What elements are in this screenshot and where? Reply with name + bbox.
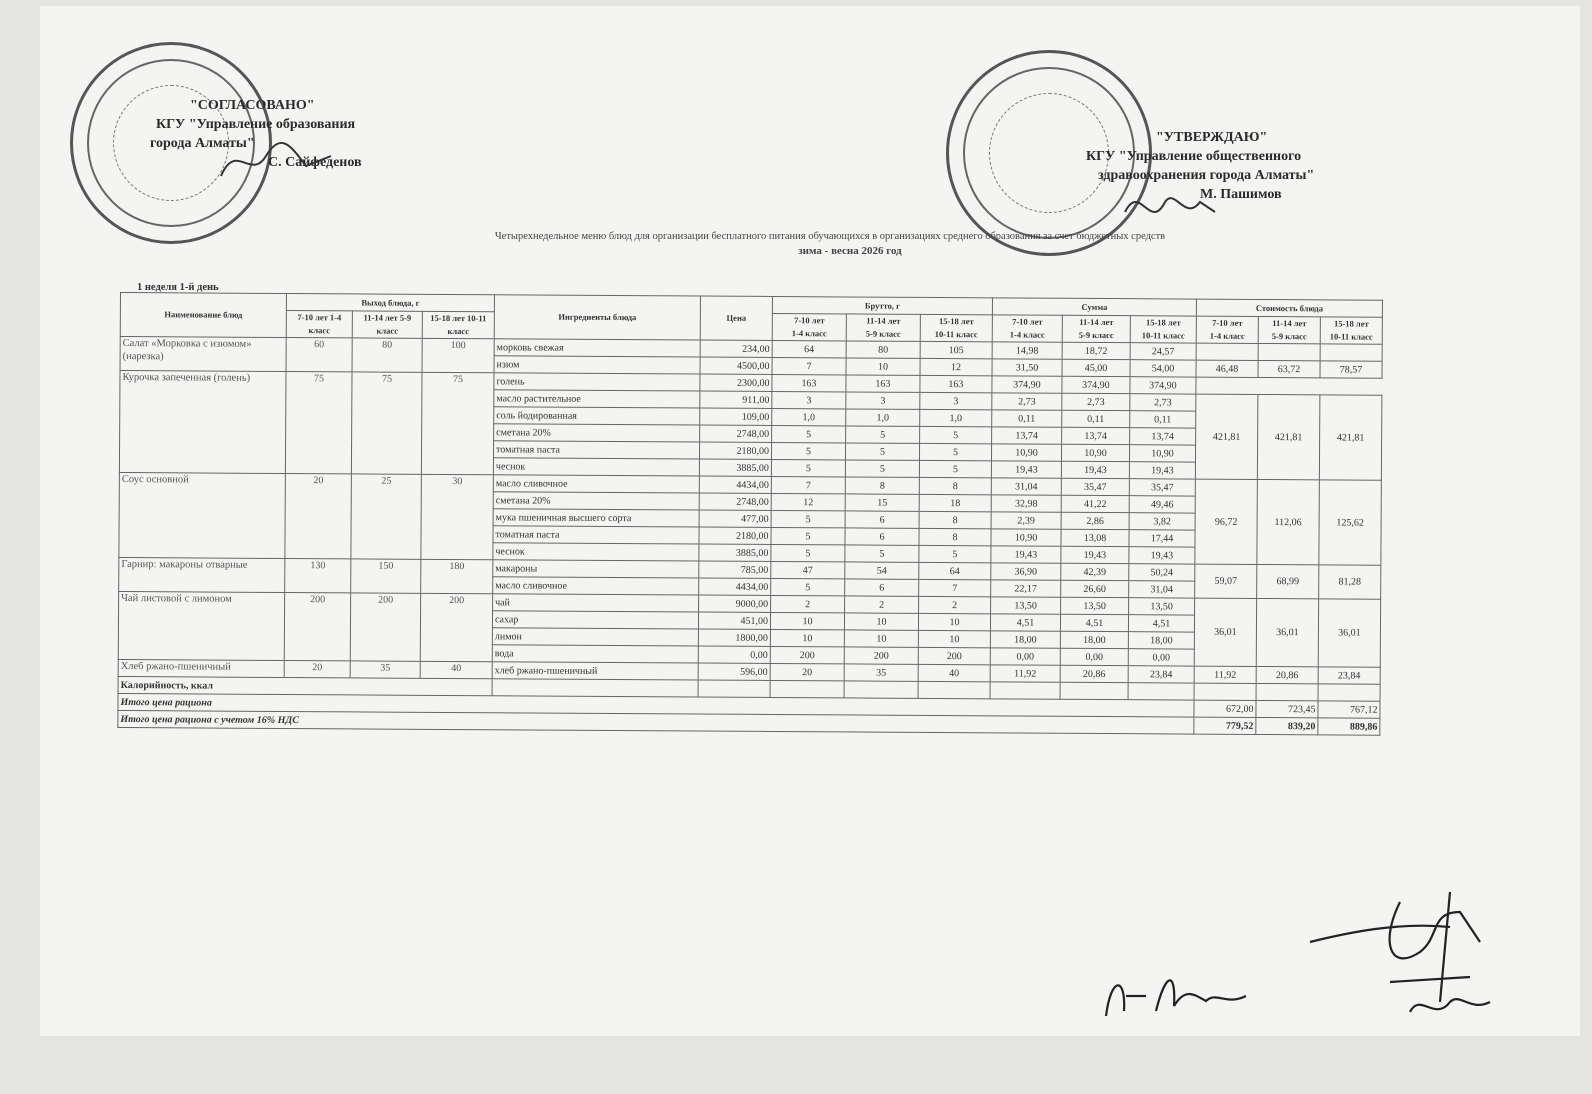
- ingredient-brutto: 47: [771, 561, 845, 578]
- ingredient-sum: 32,98: [991, 495, 1061, 512]
- dish-yield: 20: [285, 474, 352, 559]
- dish-name: Хлеб ржано-пшеничный: [118, 659, 284, 677]
- ingredient-price: 785,00: [699, 561, 771, 578]
- ingredient-brutto: 5: [771, 544, 845, 561]
- sum-group-header: Сумма: [992, 298, 1196, 316]
- ingredient-brutto: 40: [918, 664, 990, 681]
- ingredient-price: 2748,00: [699, 493, 771, 510]
- empty-cell: [1060, 682, 1128, 699]
- ingredient-brutto: 8: [919, 528, 991, 545]
- ingredient-brutto: 20: [770, 663, 844, 680]
- ingredient-brutto: 7: [772, 357, 846, 374]
- ingredient-sum: 50,24: [1129, 564, 1195, 581]
- total-value: 672,00: [1194, 700, 1256, 717]
- ingredient-name: вода: [492, 645, 698, 663]
- empty-cell: [1194, 683, 1256, 700]
- ingredient-sum: 10,90: [1129, 445, 1195, 462]
- ingredient-brutto: 3: [920, 392, 992, 409]
- ingredient-sum: 23,84: [1128, 666, 1194, 683]
- dish-cost: 421,81: [1195, 394, 1258, 479]
- ingredient-brutto: 5: [919, 443, 991, 460]
- ingredient-brutto: 5: [846, 426, 920, 443]
- ingredient-brutto: 12: [771, 493, 845, 510]
- ingredient-brutto: 5: [845, 460, 919, 477]
- ingredient-sum: 18,00: [1128, 632, 1194, 649]
- dish-yield: 20: [284, 661, 350, 678]
- ingredient-sum: 31,50: [992, 359, 1062, 376]
- approval-left-signatory: С. Сайфеденов: [268, 155, 362, 170]
- yield-group-header: Выход блюда, г: [286, 294, 494, 312]
- ingredient-brutto: 6: [845, 528, 919, 545]
- ingredient-sum: 10,90: [991, 444, 1061, 461]
- empty-cell: [698, 680, 770, 697]
- ingredient-sum: 0,00: [1128, 649, 1194, 666]
- ingredient-brutto: 5: [771, 442, 845, 459]
- document-page: [40, 6, 1580, 1036]
- ingredient-brutto: 6: [845, 511, 919, 528]
- document-title-text: Четырехнедельное меню блюд для организации бесплатного питания обучающихся в организациях среднего образования за счет бюджетных средств: [494, 231, 1166, 242]
- ingredient-sum: 0,11: [1062, 410, 1130, 427]
- ingredient-brutto: 5: [771, 459, 845, 476]
- dish-yield: 75: [421, 372, 494, 474]
- ingredient-sum: 0,11: [992, 410, 1062, 427]
- ingredient-name: макароны: [493, 560, 699, 578]
- ingredient-price: 234,00: [700, 340, 772, 357]
- ingredient-sum: 45,00: [1062, 359, 1130, 376]
- empty-cell: [492, 679, 698, 697]
- ingredient-brutto: 5: [771, 510, 845, 527]
- ingredient-price: 2300,00: [700, 374, 772, 391]
- ingredient-sum: 11,92: [990, 665, 1060, 682]
- signature-bottom-left: [1096, 966, 1266, 1026]
- dish-name-header: Наименование блюд: [120, 293, 286, 338]
- cost-age-header: 11-14 лет 5-9 класс: [1258, 316, 1320, 343]
- ingredient-sum: 374,90: [1130, 377, 1196, 394]
- cost-group-header: Стоимость блюда: [1196, 299, 1382, 317]
- ingredient-sum: 4,51: [1128, 615, 1194, 632]
- total-value: 767,12: [1318, 701, 1380, 718]
- ingredient-sum: 374,90: [992, 376, 1062, 393]
- ingredient-sum: 13,50: [991, 597, 1061, 614]
- ingredient-sum: 26,60: [1061, 580, 1129, 597]
- ingredient-brutto: 5: [919, 545, 991, 562]
- ingredient-brutto: 8: [919, 511, 991, 528]
- dish-yield: 200: [284, 593, 350, 661]
- ingredient-sum: 54,00: [1130, 360, 1196, 377]
- ingredient-brutto: 5: [845, 443, 919, 460]
- dish-cost: 23,84: [1318, 667, 1380, 684]
- dish-yield: 75: [351, 372, 422, 474]
- ingredient-sum: 13,74: [992, 427, 1062, 444]
- dish-yield: 180: [421, 559, 493, 593]
- ingredient-sum: 17,44: [1129, 530, 1195, 547]
- ingredient-brutto: 2: [771, 595, 845, 612]
- brutto-age-header: 11-14 лет 5-9 класс: [846, 314, 920, 341]
- ingredient-brutto: 1,0: [920, 409, 992, 426]
- ingredient-brutto: 5: [771, 578, 845, 595]
- dish-name: Гарнир: макароны отварные: [119, 557, 285, 592]
- total-value: 723,45: [1256, 700, 1318, 717]
- approval-right-org-line1: КГУ "Управление общественного: [1086, 149, 1302, 164]
- ingredient-name: соль йодированная: [494, 407, 700, 425]
- ingredient-brutto: 10: [844, 613, 918, 630]
- ingredient-brutto: 5: [919, 460, 991, 477]
- ingredient-brutto: 10: [918, 630, 990, 647]
- ingredient-sum: 2,39: [991, 512, 1061, 529]
- dish-cost: 63,72: [1258, 360, 1320, 377]
- empty-cell: [770, 680, 844, 697]
- brutto-group-header: Брутто, г: [772, 296, 992, 314]
- total-vat-value: 779,52: [1194, 717, 1256, 734]
- dish-yield: 35: [350, 661, 420, 678]
- dish-cost: 421,81: [1319, 395, 1382, 480]
- empty-cell: [1318, 684, 1380, 701]
- ingredient-brutto: 200: [918, 647, 990, 664]
- total-vat-value: 889,86: [1318, 718, 1380, 735]
- ingredient-name: мука пшеничная высшего сорта: [493, 509, 699, 527]
- ingredient-price: 4434,00: [699, 578, 771, 595]
- ingredient-brutto: 7: [919, 579, 991, 596]
- approval-right-org-line2: здравоохранения города Алматы": [1098, 168, 1315, 183]
- dish-name: Чай листовой с лимоном: [118, 591, 284, 660]
- ingredient-brutto: 2: [919, 596, 991, 613]
- cost-empty-cell: [1196, 343, 1258, 360]
- empty-cell: [1128, 683, 1194, 700]
- ingredient-brutto: 1,0: [846, 409, 920, 426]
- dish-yield: 130: [285, 559, 351, 593]
- total-vat-label: Итого цена рациона с учетом 16% НДС: [118, 710, 1194, 734]
- ingredient-brutto: 10: [844, 630, 918, 647]
- dish-cost: 46,48: [1196, 360, 1258, 377]
- ingredient-brutto: 163: [772, 374, 846, 391]
- ingredient-sum: 42,39: [1061, 563, 1129, 580]
- ingredient-sum: 374,90: [1062, 376, 1130, 393]
- ingredient-sum: 19,43: [1061, 546, 1129, 563]
- ingredient-price: 2180,00: [699, 442, 771, 459]
- ingredient-sum: 13,74: [1062, 427, 1130, 444]
- ingredient-name: чеснок: [493, 458, 699, 476]
- dish-yield: 40: [420, 661, 492, 678]
- ingredient-sum: 18,00: [990, 631, 1060, 648]
- dish-cost: 112,06: [1257, 479, 1320, 564]
- ingredient-brutto: 10: [770, 629, 844, 646]
- yield-age-header: 7-10 лет 1-4 класс: [286, 311, 352, 338]
- signature-left-header: [216, 136, 336, 186]
- document-period: зима - весна 2026 год: [798, 245, 902, 257]
- dish-cost: 125,62: [1319, 480, 1382, 565]
- ingredient-brutto: 5: [771, 527, 845, 544]
- ingredient-price: 596,00: [698, 663, 770, 680]
- ingredient-sum: 19,43: [991, 461, 1061, 478]
- dish-cost: 59,07: [1195, 564, 1257, 598]
- ingredient-sum: 0,00: [1060, 648, 1128, 665]
- dish-yield: 150: [351, 559, 421, 593]
- ingredient-sum: 20,86: [1060, 665, 1128, 682]
- dish-name: Салат «Морковка с изюмом» (нарезка): [120, 337, 286, 372]
- ingredient-sum: 0,11: [1130, 411, 1196, 428]
- ingredient-brutto: 35: [844, 664, 918, 681]
- dish-yield: 200: [420, 593, 492, 661]
- ingredient-sum: 10,90: [991, 529, 1061, 546]
- ingredient-brutto: 54: [845, 562, 919, 579]
- ingredient-brutto: 10: [918, 613, 990, 630]
- dish-yield: 25: [351, 474, 422, 559]
- ingredient-brutto: 10: [846, 358, 920, 375]
- ingredients-header: Ингредиенты блюда: [494, 295, 700, 340]
- approval-left-label: "СОГЛАСОВАНО": [190, 98, 315, 113]
- ingredient-sum: 18,00: [1060, 631, 1128, 648]
- ingredient-sum: 3,82: [1129, 513, 1195, 530]
- ingredient-name: голень: [494, 373, 700, 391]
- ingredient-brutto: 64: [772, 340, 846, 357]
- ingredient-name: томатная паста: [493, 526, 699, 544]
- ingredient-sum: 49,46: [1129, 496, 1195, 513]
- ingredient-sum: 19,43: [1129, 462, 1195, 479]
- ingredient-sum: 36,90: [991, 563, 1061, 580]
- ingredient-price: 2180,00: [699, 527, 771, 544]
- dish-cost: 36,01: [1194, 598, 1256, 666]
- dish-name: Курочка запеченная (голень): [119, 371, 286, 474]
- approval-left-org-line1: КГУ "Управление образования: [156, 117, 356, 132]
- ingredient-price: 2748,00: [700, 425, 772, 442]
- dish-cost: 36,01: [1256, 598, 1318, 666]
- ingredient-brutto: 1,0: [772, 408, 846, 425]
- ingredient-price: 911,00: [700, 391, 772, 408]
- total-label: Итого цена рациона: [118, 693, 1194, 717]
- ingredient-sum: 4,51: [1060, 614, 1128, 631]
- ingredient-brutto: 7: [771, 476, 845, 493]
- ingredient-brutto: 12: [920, 358, 992, 375]
- ingredient-brutto: 5: [920, 426, 992, 443]
- ingredient-sum: 19,43: [1129, 547, 1195, 564]
- sum-age-header: 7-10 лет 1-4 класс: [992, 315, 1062, 342]
- menu-table: [117, 292, 1383, 736]
- ingredient-brutto: 8: [845, 477, 919, 494]
- ingredient-price: 9000,00: [699, 595, 771, 612]
- ingredient-name: хлеб ржано-пшеничный: [492, 662, 698, 680]
- ingredient-brutto: 10: [770, 612, 844, 629]
- ingredient-brutto: 8: [919, 477, 991, 494]
- cost-age-header: 7-10 лет 1-4 класс: [1196, 316, 1258, 343]
- approval-right-label: "УТВЕРЖДАЮ": [1156, 130, 1268, 145]
- ingredient-sum: 13,50: [1061, 597, 1129, 614]
- sum-age-header: 11-14 лет 5-9 класс: [1062, 315, 1130, 342]
- dish-cost: 20,86: [1256, 666, 1318, 683]
- signature-right-header: [1120, 182, 1220, 232]
- dish-cost: 96,72: [1195, 479, 1258, 564]
- dish-yield: 30: [421, 474, 494, 559]
- ingredient-price: 0,00: [698, 646, 770, 663]
- day-label: 1 неделя 1-й день: [137, 282, 219, 293]
- ingredient-name: масло сливочное: [493, 577, 699, 595]
- ingredient-sum: 14,98: [992, 342, 1062, 359]
- ingredient-brutto: 64: [919, 562, 991, 579]
- dish-yield: 100: [422, 338, 494, 372]
- ingredient-name: масло растительное: [494, 390, 700, 408]
- ingredient-sum: 35,47: [1061, 478, 1129, 495]
- approval-left-org-line2: города Алматы": [150, 136, 255, 151]
- dish-cost: 78,57: [1320, 361, 1382, 378]
- ingredient-price: 3885,00: [699, 544, 771, 561]
- ingredient-brutto: 18: [919, 494, 991, 511]
- document-title: [330, 230, 1330, 258]
- ingredient-brutto: 3: [772, 391, 846, 408]
- ingredient-brutto: 3: [846, 392, 920, 409]
- ingredient-name: сахар: [492, 611, 698, 629]
- ingredient-brutto: 163: [920, 375, 992, 392]
- dish-name: Соус основной: [119, 472, 286, 558]
- ingredient-name: чай: [493, 594, 699, 612]
- cost-empty-cell: [1258, 343, 1320, 360]
- dish-yield: 200: [350, 593, 420, 661]
- ingredient-price: 3885,00: [699, 459, 771, 476]
- ingredient-price: 4434,00: [699, 476, 771, 493]
- ingredient-sum: 2,73: [992, 393, 1062, 410]
- approval-right-signatory: М. Пашимов: [1200, 187, 1282, 202]
- empty-cell: [844, 681, 918, 698]
- cost-age-header: 15-18 лет 10-11 класс: [1320, 317, 1382, 344]
- signature-bottom-right: [1290, 882, 1520, 1032]
- ingredient-brutto: 6: [845, 579, 919, 596]
- ingredient-sum: 0,00: [990, 648, 1060, 665]
- ingredient-sum: 19,43: [1061, 461, 1129, 478]
- empty-cell: [1256, 683, 1318, 700]
- ingredient-name: чеснок: [493, 543, 699, 561]
- ingredient-sum: 31,04: [1129, 581, 1195, 598]
- brutto-age-header: 15-18 лет 10-11 класс: [920, 314, 992, 341]
- yield-age-header: 11-14 лет 5-9 класс: [352, 311, 422, 338]
- cost-empty-cell: [1320, 344, 1382, 361]
- ingredient-brutto: 15: [845, 494, 919, 511]
- menu-table-body: [118, 337, 1382, 736]
- ingredient-brutto: 105: [920, 341, 992, 358]
- ingredient-name: лимон: [492, 628, 698, 646]
- ingredient-name: морковь свежая: [494, 339, 700, 357]
- dish-cost: 68,99: [1257, 564, 1319, 598]
- ingredient-brutto: 163: [846, 375, 920, 392]
- dish-yield: 60: [286, 338, 352, 372]
- brutto-age-header: 7-10 лет 1-4 класс: [772, 313, 846, 340]
- ingredient-name: сметана 20%: [493, 492, 699, 510]
- ingredient-sum: 24,57: [1130, 343, 1196, 360]
- dish-yield: 75: [285, 372, 352, 474]
- ingredient-brutto: 5: [845, 545, 919, 562]
- ingredient-price: 109,00: [700, 408, 772, 425]
- empty-cell: [990, 682, 1060, 699]
- ingredient-sum: 13,08: [1061, 529, 1129, 546]
- ingredient-price: 477,00: [699, 510, 771, 527]
- ingredient-price: 1800,00: [698, 629, 770, 646]
- sum-age-header: 15-18 лет 10-11 класс: [1130, 316, 1196, 343]
- total-vat-value: 839,20: [1256, 717, 1318, 734]
- ingredient-sum: 10,90: [1061, 444, 1129, 461]
- dish-yield: 80: [352, 338, 422, 372]
- ingredient-sum: 22,17: [991, 580, 1061, 597]
- ingredient-sum: 2,86: [1061, 512, 1129, 529]
- ingredient-sum: 35,47: [1129, 479, 1195, 496]
- ingredient-sum: 2,73: [1130, 394, 1196, 411]
- ingredient-name: изюм: [494, 356, 700, 374]
- ingredient-sum: 41,22: [1061, 495, 1129, 512]
- ingredient-sum: 19,43: [991, 546, 1061, 563]
- ingredient-brutto: 5: [772, 425, 846, 442]
- dish-cost: 81,28: [1319, 565, 1381, 599]
- ingredient-sum: 13,74: [1130, 428, 1196, 445]
- ingredient-brutto: 200: [844, 647, 918, 664]
- ingredient-sum: 13,50: [1129, 598, 1195, 615]
- ingredient-name: масло сливочное: [493, 475, 699, 493]
- ingredient-sum: 31,04: [991, 478, 1061, 495]
- dish-cost: 36,01: [1318, 599, 1380, 667]
- ingredient-name: сметана 20%: [494, 424, 700, 442]
- price-header: Цена: [700, 296, 772, 340]
- ingredient-brutto: 200: [770, 646, 844, 663]
- yield-age-header: 15-18 лет 10-11 класс: [422, 311, 494, 338]
- calories-label: Калорийность, ккал: [118, 676, 492, 695]
- dish-cost: 421,81: [1257, 394, 1320, 479]
- ingredient-brutto: 80: [846, 341, 920, 358]
- ingredient-sum: 2,73: [1062, 393, 1130, 410]
- dish-cost: 11,92: [1194, 666, 1256, 683]
- ingredient-brutto: 2: [845, 596, 919, 613]
- ingredient-sum: 4,51: [990, 614, 1060, 631]
- ingredient-sum: 18,72: [1062, 342, 1130, 359]
- ingredient-price: 4500,00: [700, 357, 772, 374]
- ingredient-name: томатная паста: [493, 441, 699, 459]
- ingredient-price: 451,00: [698, 612, 770, 629]
- empty-cell: [918, 681, 990, 698]
